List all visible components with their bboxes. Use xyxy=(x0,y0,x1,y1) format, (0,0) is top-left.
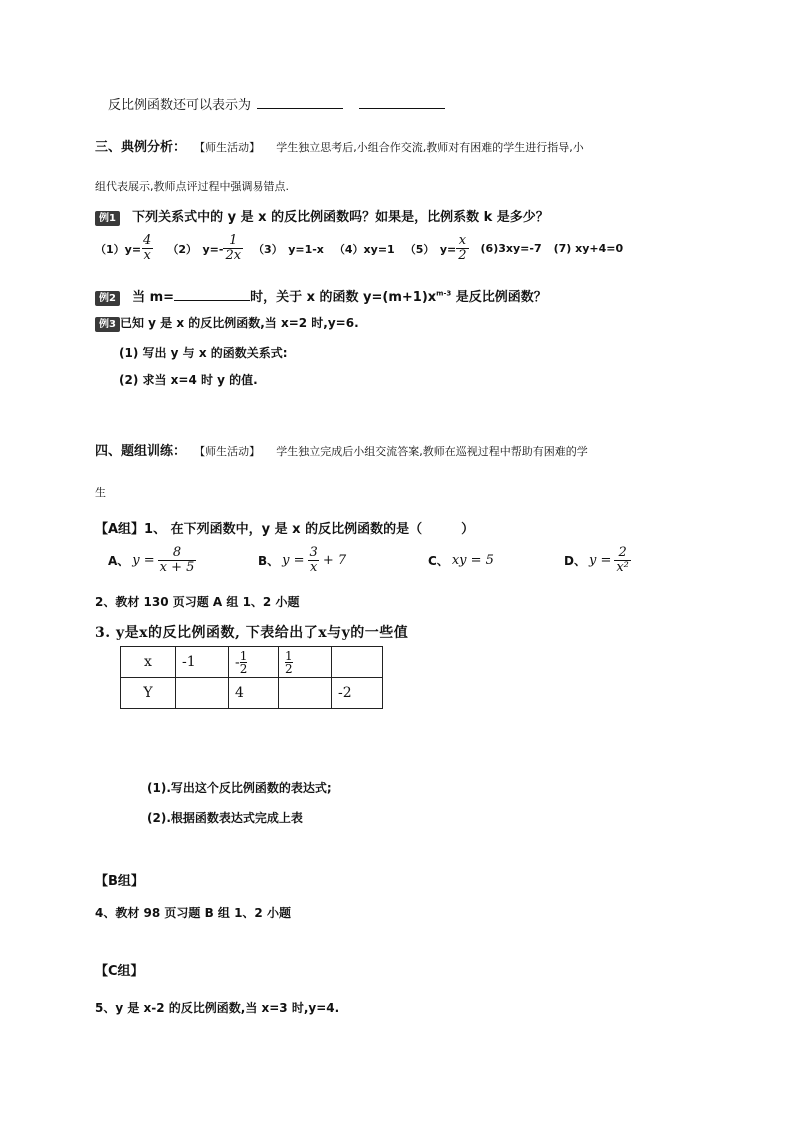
groupB-title: 【B组】 xyxy=(95,874,144,889)
table-cell: -1 xyxy=(176,647,229,678)
section4-header: 四、题组训练： 【师生活动】 学生独立完成后小组交流答案,教师在巡视过程中帮助有困难的学 xyxy=(95,444,588,459)
values-table xyxy=(120,646,383,709)
fraction: $\frac{2}{\text{x²}}$ xyxy=(616,545,629,575)
example-badge: 例2 xyxy=(95,291,120,306)
table-cell: 4 xyxy=(229,678,279,709)
option-c: C、 xy = 5 xyxy=(428,553,494,568)
groupA-q1: 【A组】1、 在下列函数中，y 是 x 的反比例函数的是（ ） xyxy=(95,522,475,537)
table-cell: Y xyxy=(121,678,176,709)
table-cell xyxy=(279,647,332,678)
example1-question: 例1 下列关系式中的 y 是 x 的反比例函数吗？如果是，比例系数 k 是多少？ xyxy=(95,206,549,226)
section4-desc: 生 xyxy=(95,486,106,499)
table-cell xyxy=(176,678,229,709)
section3-desc: 组代表展示,教师点评过程中强调易错点. xyxy=(95,180,289,193)
groupC-q5: 5、y 是 x-2 的反比例函数,当 x=3 时,y=4. xyxy=(95,1001,340,1015)
table-cell xyxy=(332,647,383,678)
fraction: $\frac{x}{2}$ xyxy=(458,233,467,263)
groupA-sub2: (2).根据函数表达式完成上表 xyxy=(147,811,303,825)
table-cell xyxy=(279,678,332,709)
table-cell: x xyxy=(121,647,176,678)
fraction: $\frac{4}{x}$ xyxy=(143,233,152,263)
blank-1 xyxy=(257,94,343,109)
values-table-wrap xyxy=(120,646,383,709)
option-a: A、 y = $\frac{8}{x + 5}$ xyxy=(108,545,195,575)
groupA-q2: 2、教材 130 页习题 A 组 1、2 小题 xyxy=(95,595,300,609)
example3-q2: (2) 求当 x=4 时 y 的值. xyxy=(119,373,258,387)
fraction: $\frac{1}{2x}$ xyxy=(225,233,242,263)
fraction: $\frac{8}{x + 5}$ xyxy=(159,545,195,575)
example-badge: 例3 xyxy=(95,317,120,332)
groupC-title: 【C组】 xyxy=(95,964,144,979)
table-row xyxy=(121,647,383,678)
example2: 例2 当 m= 时，关于 x 的函数 $y=(m+1)x^{m-3}$ 是反比例函数？ xyxy=(95,286,547,306)
table-cell: -2 xyxy=(332,678,383,709)
table-cell: - $\frac{1}{2}$ xyxy=(229,647,279,678)
groupB-q4: 4、教材 98 页习题 B 组 1、2 小题 xyxy=(95,906,291,920)
option-d: D、 y = $\frac{2}{\text{x²}}$ xyxy=(564,545,629,575)
groupA-q3: 3. y是x的反比例函数, 下表给出了x与y的一些值 xyxy=(95,625,409,641)
intro-line: 反比例函数还可以表示为 xyxy=(108,94,445,113)
groupA-sub1: (1).写出这个反比例函数的表达式; xyxy=(147,781,332,795)
option-b: B、 y = $\frac{3}{x}$ + 7 xyxy=(258,545,347,575)
example3-q1: (1) 写出 y 与 x 的函数关系式: xyxy=(119,346,288,360)
example1-items: （1）y= $\frac{4}{x}$ （2） y=- $\frac{1}{2x}$ （3） y=1-x （4）xy=1 （5） y= $\frac{x}{2}$ (6)3xy=-7 (7) xy+4=0 xyxy=(95,233,624,263)
table-row xyxy=(121,678,383,709)
example3: 例3 已知 y 是 x 的反比例函数,当 x=2 时,y=6. xyxy=(95,314,359,332)
fraction: $\frac{3}{x}$ xyxy=(309,545,318,575)
section3-header: 三、典例分析： 【师生活动】 学生独立思考后,小组合作交流,教师对有困难的学生进行指导,小 xyxy=(95,140,584,155)
example-badge: 例1 xyxy=(95,211,120,226)
fraction: $\frac{1}{2}$ xyxy=(285,648,293,676)
blank-2 xyxy=(359,94,445,109)
blank-m xyxy=(174,286,250,301)
fraction: $\frac{1}{2}$ xyxy=(239,648,248,676)
